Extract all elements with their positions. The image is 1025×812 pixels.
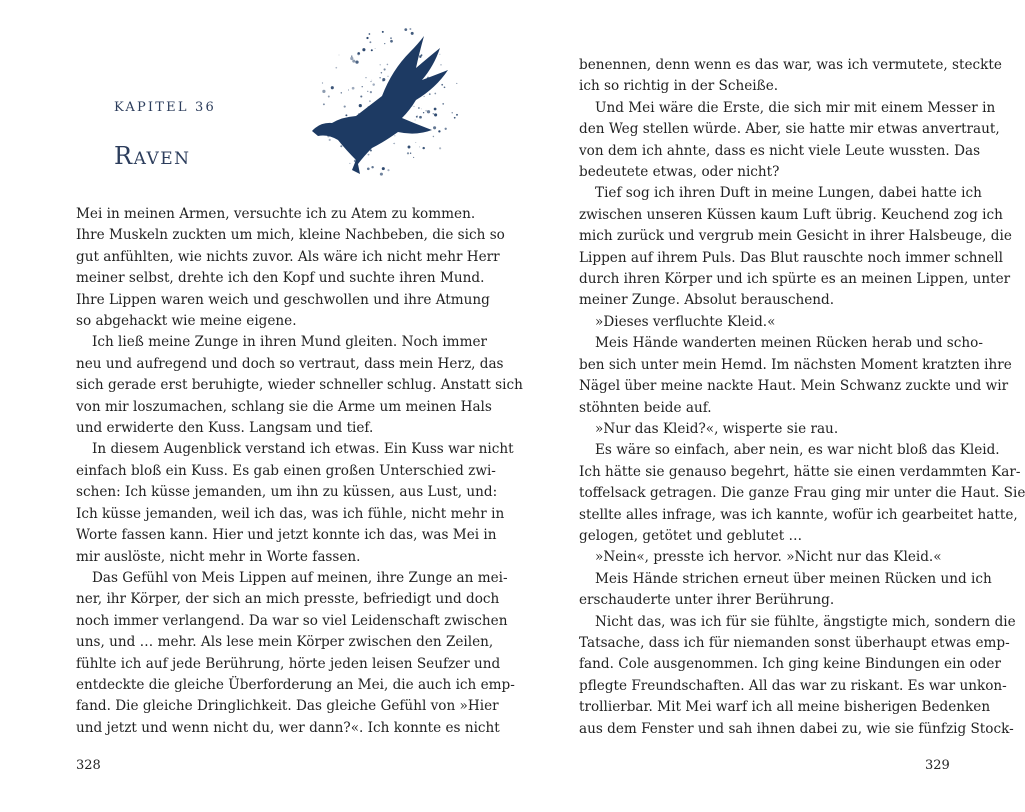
- text-line: mich zurück und vergrub mein Gesicht in ihrer Halsbeuge, die: [579, 228, 1012, 245]
- text-line: ich so richtig in der Scheiße.: [579, 78, 779, 95]
- text-line: uns, und … mehr. Als lese mein Körper zwischen den Zeilen,: [76, 634, 494, 651]
- page-number: 328: [76, 758, 101, 773]
- text-line: Lippen auf ihrem Puls. Das Blut rauschte noch immer schnell: [579, 249, 1004, 266]
- text-line: Ich hätte sie genauso begehrt, hätte sie einen verdammten Kar-: [579, 463, 1021, 480]
- text-line: so abgehackt wie meine eigene.: [76, 313, 297, 330]
- text-line: »Nur das Kleid?«, wisperte sie rau.: [595, 420, 839, 437]
- text-line: neu und aufregend und doch so vertraut, dass mein Herz, das: [76, 355, 504, 372]
- text-line: und jetzt und wenn nicht du, wer dann?«. Ich konnte es nicht: [76, 719, 500, 736]
- text-line: den Weg stellen würde. Aber, sie hatte mir etwas anvertraut,: [579, 121, 1000, 138]
- text-line: ben sich unter mein Hemd. Im nächsten Moment kratzten ihre: [579, 356, 1012, 373]
- chapter-label: KAPITEL 36: [114, 100, 216, 115]
- text-line: Das Gefühl von Meis Lippen auf meinen, ihre Zunge an mei-: [92, 569, 508, 586]
- text-line: mir auslöste, nicht mehr in Worte fassen.: [76, 548, 361, 565]
- text-line: Ich ließ meine Zunge in ihren Mund gleiten. Noch immer: [92, 334, 488, 351]
- text-line: trollierbar. Mit Mei warf ich all meine bisherigen Bedenken: [579, 699, 991, 716]
- text-line: toffelsack getragen. Die ganze Frau ging mir unter die Haut. Sie: [579, 485, 1025, 502]
- text-line: In diesem Augenblick verstand ich etwas. Ein Kuss war nicht: [92, 441, 514, 458]
- text-line: Meis Hände strichen erneut über meinen Rücken und ich: [595, 570, 992, 587]
- text-line: »Dieses verfluchte Kleid.«: [595, 313, 776, 330]
- text-line: Ich küsse jemanden, weil ich das, was ich fühle, nicht mehr in: [76, 505, 505, 522]
- text-line: Ihre Lippen waren weich und geschwollen und ihre Atmung: [76, 291, 490, 308]
- text-line: ner, ihr Körper, der sich an mich presste, befriedigt und doch: [76, 591, 500, 608]
- text-line: durch ihren Körper und ich spürte es an meinen Lippen, unter: [579, 271, 1011, 288]
- text-line: aus dem Fenster und sah ihnen dabei zu, wie sie fünfzig Stock-: [579, 720, 1014, 737]
- text-line: stöhnten beide auf.: [579, 399, 712, 416]
- page-number: 329: [925, 758, 950, 773]
- text-line: Und Mei wäre die Erste, die sich mir mit einem Messer in: [595, 99, 996, 116]
- text-line: einfach bloß ein Kuss. Es gab einen großen Unterschied zwi-: [76, 462, 496, 479]
- text-line: fand. Cole ausgenommen. Ich ging keine Bindungen ein oder: [579, 656, 1001, 673]
- text-line: von dem ich ahnte, dass es nicht viele Leute wussten. Das: [579, 142, 981, 159]
- right-page: [510, 0, 1025, 812]
- text-line: erschauderte unter ihrer Berührung.: [579, 592, 835, 609]
- chapter-title: Raven: [114, 142, 191, 170]
- text-line: »Nein«, presste ich hervor. »Nicht nur das Kleid.«: [595, 549, 942, 566]
- text-line: bedeutete etwas, oder nicht?: [579, 164, 780, 181]
- text-line: Nägel über meine nackte Haut. Mein Schwanz zuckte und wir: [579, 378, 1009, 395]
- text-line: Meis Hände wanderten meinen Rücken herab und scho-: [595, 335, 983, 352]
- right-body-text: [579, 55, 1025, 740]
- raven-icon: [298, 18, 458, 193]
- text-line: Es wäre so einfach, aber nein, es war nicht bloß das Kleid.: [595, 442, 1000, 459]
- text-line: Worte fassen kann. Hier und jetzt konnte ich das, was Mei in: [76, 527, 497, 544]
- text-line: entdeckte die gleiche Überforderung an Mei, die auch ich emp-: [76, 676, 515, 693]
- left-body-text: [76, 204, 523, 739]
- text-line: benennen, denn wenn es das war, was ich vermutete, steckte: [579, 57, 1002, 73]
- text-line: Tatsache, dass ich für niemanden sonst überhaupt etwas emp-: [579, 634, 1010, 651]
- text-line: und erwiderte den Kuss. Langsam und tief.: [76, 420, 374, 437]
- text-line: von mir loszumachen, schlang sie die Arme um meinen Hals: [76, 398, 492, 415]
- text-line: stellte alles infrage, was ich kannte, wofür ich gearbeitet hatte,: [579, 506, 1018, 523]
- text-line: sich gerade erst beruhigte, wieder schneller schlug. Anstatt sich: [76, 377, 523, 394]
- text-line: schen: Ich küsse jemanden, um ihn zu küssen, aus Lust, und:: [76, 484, 498, 501]
- text-line: gut anfühlten, wie nichts zuvor. Als wäre ich nicht mehr Herr: [76, 248, 500, 265]
- text-line: pflegte Freundschaften. All das war zu riskant. Es war unkon-: [579, 677, 1007, 694]
- text-line: meiner selbst, drehte ich den Kopf und suchte ihren Mund.: [76, 270, 485, 287]
- text-line: zwischen unseren Küssen kaum Luft übrig. Keuchend zog ich: [579, 206, 1003, 223]
- text-line: Ihre Muskeln zuckten um mich, kleine Nachbeben, die sich so: [76, 227, 505, 244]
- text-line: noch immer verlangend. Da war so viel Leidenschaft zwischen: [76, 612, 508, 629]
- text-line: gelogen, getötet und geblutet …: [579, 527, 803, 544]
- text-line: fand. Die gleiche Dringlichkeit. Das gleiche Gefühl von »Hier: [76, 698, 499, 715]
- text-line: fühlte ich auf jede Berührung, hörte jeden leisen Seufzer und: [76, 655, 501, 672]
- text-line: Mei in meinen Armen, versuchte ich zu Atem zu kommen.: [76, 206, 476, 222]
- text-line: Tief sog ich ihren Duft in meine Lungen, dabei hatte ich: [595, 185, 982, 202]
- text-line: Nicht das, was ich für sie fühlte, ängstigte mich, sondern die: [595, 613, 1016, 630]
- text-line: meiner Zunge. Absolut berauschend.: [579, 292, 835, 309]
